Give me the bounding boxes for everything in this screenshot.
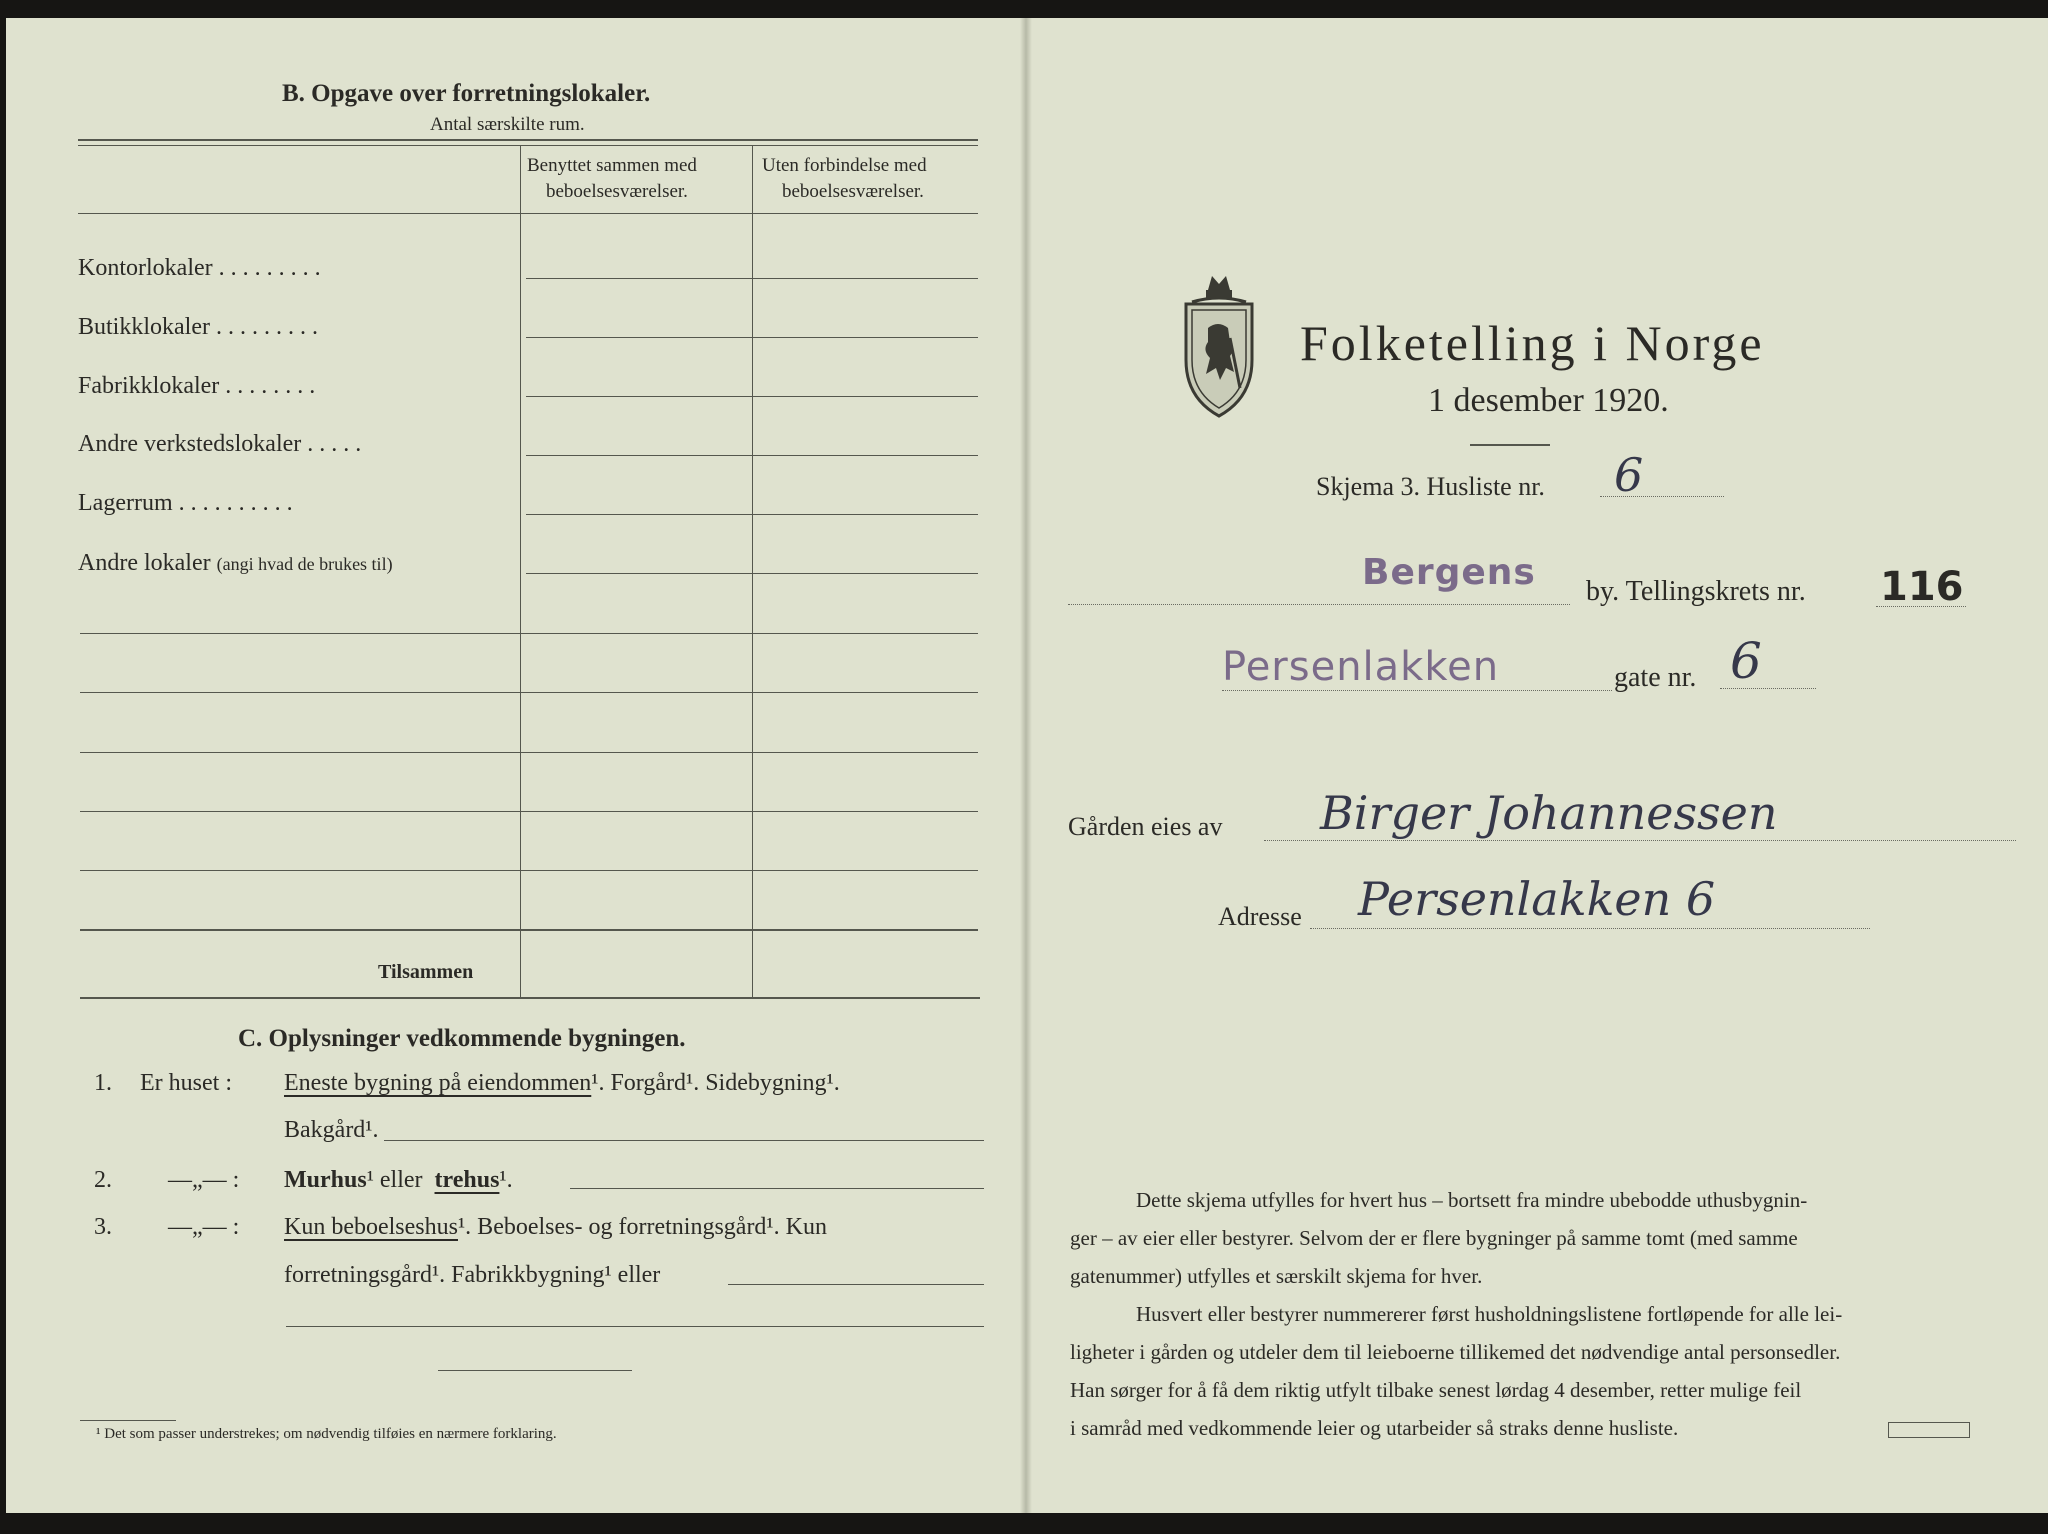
- form-title: Folketelling i Norge: [1300, 315, 1765, 371]
- section-b-title: B. Opgave over forretningslokaler.: [282, 80, 651, 107]
- row-rule-1: [526, 278, 978, 279]
- owner-handwritten: Birger Johannessen: [1320, 786, 1778, 840]
- footnote: ¹ Det som passer understrekes; om nødvendig tilføies en nærmere forklaring.: [96, 1426, 557, 1442]
- q1-options-rest: ¹. Forgård¹. Sidebygning¹.: [591, 1070, 840, 1096]
- owner-label: Gården eies av: [1068, 812, 1223, 841]
- tilsammen-label: Tilsammen: [378, 961, 474, 983]
- row-lagerrum: Lagerrum . . . . . . . . . .: [78, 490, 293, 516]
- row-kontorlokaler: Kontorlokaler . . . . . . . . .: [78, 255, 321, 281]
- q2-fill-line: [570, 1188, 984, 1189]
- table-bottom-rule: [80, 997, 980, 999]
- tellingskrets-line: [1876, 606, 1966, 607]
- footnote-rule: [80, 1420, 176, 1421]
- row-rule-10: [80, 811, 978, 812]
- printer-mark-box: [1888, 1422, 1970, 1438]
- q3-option-kun-beboelseshus-underlined: Kun beboelseshus: [284, 1214, 458, 1240]
- gate-nr-handwritten: 6: [1730, 632, 1762, 690]
- census-date: 1 desember 1920.: [1428, 382, 1669, 419]
- col2-header-line1: Uten forbindelse med: [762, 155, 927, 176]
- q2-eller: ¹ eller: [366, 1167, 423, 1193]
- instructions-line3: gatenummer) utfylles et særskilt skjema for hver.: [1070, 1264, 1483, 1288]
- skjema-label: Skjema 3. Husliste nr.: [1316, 472, 1545, 501]
- row-rule-9: [80, 752, 978, 753]
- row-fabrikklokaler: Fabrikklokaler . . . . . . . .: [78, 373, 316, 399]
- row-rule-5: [526, 514, 978, 515]
- q3-line2: forretningsgård¹. Fabrikkbygning¹ eller: [284, 1262, 661, 1288]
- instructions-line1: Dette skjema utfylles for hvert hus – bortsett fra mindre ubebodde uthusbygnin-: [1136, 1188, 1808, 1212]
- q1-option-eneste-underlined: Eneste bygning på eiendommen: [284, 1070, 592, 1096]
- tellingskrets-label: by. Tellingskrets nr.: [1586, 576, 1806, 607]
- q2-label: —„— :: [168, 1167, 240, 1193]
- q1-number: 1.: [94, 1070, 112, 1096]
- row-rule-8: [80, 692, 978, 693]
- row-rule-6: [526, 573, 978, 574]
- col1-header-line2: beboelsesværelser.: [546, 181, 688, 202]
- owner-line: [1264, 840, 2016, 841]
- city-line: [1068, 604, 1570, 605]
- date-underline: [1470, 444, 1550, 446]
- row-rule-3: [526, 396, 978, 397]
- total-top-rule: [80, 929, 978, 931]
- q3-number: 3.: [94, 1214, 112, 1240]
- address-label: Adresse: [1218, 902, 1302, 931]
- q1-label: Er huset :: [140, 1070, 232, 1096]
- andre-lokaler-label: Andre lokaler: [78, 550, 211, 576]
- q2-option-murhus: Murhus: [284, 1167, 367, 1193]
- center-fold: [1020, 18, 1032, 1513]
- city-stamp: Bergens: [1362, 552, 1536, 593]
- table-top-rule-2: [78, 145, 978, 146]
- husliste-nr-line: [1600, 496, 1724, 497]
- q2-option-trehus-underlined: trehus: [434, 1167, 500, 1193]
- section-c-title: C. Oplysninger vedkommende bygningen.: [238, 1025, 686, 1052]
- instructions-line2: ger – av eier eller bestyrer. Selvom der er flere bygninger på samme tomt (med samme: [1070, 1226, 1798, 1250]
- address-handwritten: Persenlakken 6: [1358, 872, 1716, 926]
- andre-lokaler-note: (angi hvad de brukes til): [216, 554, 393, 574]
- q1-line2: Bakgård¹.: [284, 1117, 379, 1143]
- q3-options-rest: ¹. Beboelses- og forretningsgård¹. Kun: [457, 1214, 827, 1240]
- q3-extra-line: [286, 1326, 984, 1327]
- short-separator: [438, 1370, 632, 1371]
- q3-fill-line: [728, 1284, 984, 1285]
- street-stamp: Persenlakken: [1222, 644, 1500, 690]
- row-butikklokaler: Butikklokaler . . . . . . . . .: [78, 314, 318, 340]
- row-andre-verkstedslokaler: Andre verkstedslokaler . . . . .: [78, 431, 362, 457]
- section-b-subtitle: Antal særskilte rum.: [430, 114, 585, 135]
- row-rule-7: [80, 633, 978, 634]
- row-rule-4: [526, 455, 978, 456]
- instructions-line4: Husvert eller bestyrer nummererer først husholdningslistene fortløpende for alle lei-: [1136, 1302, 1843, 1326]
- gate-nr-label: gate nr.: [1614, 662, 1697, 693]
- q3-label: —„— :: [168, 1214, 240, 1240]
- instructions-line6: Han sørger for å få dem riktig utfylt tilbake senest lørdag 4 desember, retter mulige feil: [1070, 1378, 1802, 1402]
- q2-number: 2.: [94, 1167, 112, 1193]
- norwegian-coat-of-arms-icon: [1178, 272, 1260, 420]
- address-line: [1310, 928, 1870, 929]
- row-rule-2: [526, 337, 978, 338]
- instructions-line7: i samråd med vedkommende leier og utarbeider så straks denne husliste.: [1070, 1416, 1679, 1440]
- q1-fill-line: [384, 1140, 984, 1141]
- husliste-nr-handwritten: 6: [1614, 448, 1644, 502]
- row-andre-lokaler: [78, 550, 393, 577]
- q3-options: [284, 1214, 827, 1241]
- street-line: [1222, 690, 1612, 691]
- col2-header-line2: beboelsesværelser.: [782, 181, 924, 202]
- q2-options: [284, 1167, 513, 1194]
- tellingskrets-nr: 116: [1880, 564, 1964, 610]
- header-bottom-rule: [78, 213, 978, 214]
- row-rule-11: [80, 870, 978, 871]
- gate-nr-line: [1720, 688, 1816, 689]
- instructions-line5: ligheter i gården og utdeler dem til leieboerne tillikemed det nødvendige antal personsedler.: [1070, 1340, 1841, 1364]
- col1-header-line1: Benyttet sammen med: [527, 155, 697, 176]
- table-top-rule: [78, 139, 978, 141]
- q1-options: [284, 1070, 840, 1097]
- q2-end: ¹.: [499, 1167, 513, 1193]
